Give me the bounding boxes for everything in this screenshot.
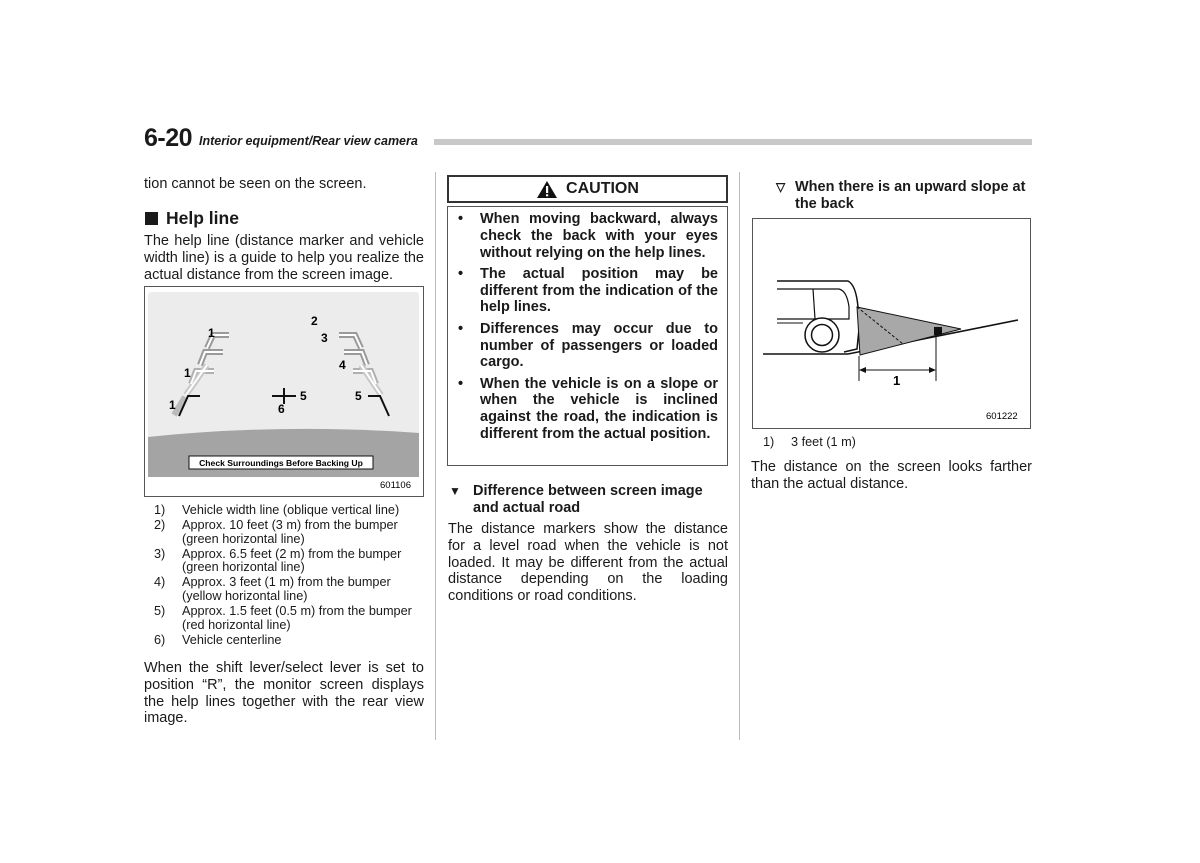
slope-notes	[763, 436, 1023, 451]
column-divider	[739, 172, 740, 740]
upward-slope-figure	[752, 218, 1031, 429]
caution-item: • The actual position may be different from the indication of the help lines.	[458, 265, 718, 316]
figure-label-1: 1	[169, 398, 176, 412]
square-bullet-icon	[145, 212, 158, 225]
figure-id: 601106	[380, 480, 411, 491]
filled-triangle-icon: ▼	[449, 484, 461, 498]
note-item: 3) Approx. 6.5 feet (2 m) from the bumper (green horizontal line)	[154, 546, 402, 575]
figure-id: 601222	[986, 411, 1018, 422]
figure-label-6: 6	[278, 402, 285, 416]
outline-triangle-icon: ▽	[776, 180, 786, 194]
warning-banner-text: Check Surroundings Before Backing Up	[199, 458, 363, 468]
caution-header	[447, 175, 728, 203]
marker-square	[934, 327, 942, 335]
figure-label-2: 2	[311, 314, 318, 328]
figure-label-1: 1	[208, 326, 215, 340]
figure-label-5: 5	[300, 389, 307, 403]
warning-triangle-icon	[536, 180, 558, 199]
caution-title: CAUTION	[566, 180, 639, 197]
figure-label-5: 5	[355, 389, 362, 403]
caution-item: • Differences may occur due to number of passengers or loaded cargo.	[458, 320, 718, 371]
note-item: 5) Approx. 1.5 feet (0.5 m) from the bumper (red horizontal line)	[154, 604, 412, 632]
caution-box	[447, 206, 728, 466]
note-item: 2) Approx. 10 feet (3 m) from the bumper (green horizontal line)	[154, 518, 398, 546]
intro-text: tion cannot be seen on the screen.	[144, 176, 367, 192]
upward-slope-diagram	[753, 219, 1030, 428]
help-line-diagram	[145, 287, 423, 496]
bumper-area	[148, 429, 419, 477]
help-line-notes	[154, 504, 429, 649]
dimension-label: 1	[893, 373, 901, 388]
difference-paragraph: The distance markers show the distance for a level road when the vehicle is not loaded. It may be different from the actual distance depending on the loading conditions or road conditions.	[448, 521, 728, 605]
note-item: 1) 3 feet (1 m)	[763, 435, 856, 449]
figure-label-3: 3	[321, 331, 328, 345]
column-divider	[435, 172, 436, 740]
caution-item: • When moving backward, always check the back with your eyes without relying on the help lines.	[458, 211, 718, 261]
header-rule	[434, 139, 1032, 145]
figure-label-1: 1	[184, 366, 191, 380]
note-item: 6) Vehicle centerline	[154, 632, 282, 647]
caution-item: • When the vehicle is on a slope or when the vehicle is inclined against the road, the indication is different from the actual position.	[458, 375, 718, 443]
difference-subheading: ▼ Difference between screen image and actual road	[449, 483, 703, 516]
upward-slope-subheading: ▽ When there is an upward slope at the back	[776, 179, 1026, 212]
camera-view-area	[857, 307, 961, 355]
note-item: 1) Vehicle width line (oblique vertical line)	[154, 503, 400, 517]
slope-paragraph: The distance on the screen looks farther than the actual distance.	[751, 459, 1032, 492]
note-item: 4) Approx. 3 feet (1 m) from the bumper (yellow horizontal line)	[154, 575, 391, 604]
figure-label-4: 4	[339, 358, 346, 372]
help-line-figure	[144, 286, 424, 497]
page-number: 6-20	[144, 124, 193, 152]
help-line-heading	[145, 208, 239, 229]
help-line-heading-text: Help line	[166, 208, 239, 228]
section-title: Interior equipment/Rear view camera	[199, 134, 418, 148]
closing-paragraph: When the shift lever/select lever is set to position “R”, the monitor screen displays the help lines together with the rear view image.	[144, 660, 424, 727]
help-line-paragraph: The help line (distance marker and vehicle width line) is a guide to help you realize the actual distance from the screen image.	[144, 233, 424, 283]
